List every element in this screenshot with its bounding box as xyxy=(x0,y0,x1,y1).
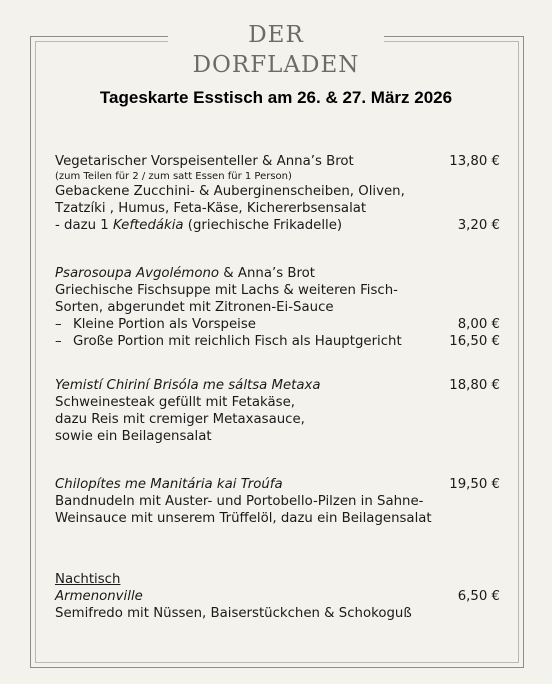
dish-name: Chilopítes me Manitária kai Troúfa xyxy=(55,477,283,492)
addon-name: Keftedákia xyxy=(112,218,184,233)
addon-suffix: (griechische Frikadelle) xyxy=(183,218,343,233)
dish-description: sowie ein Beilagensalat xyxy=(55,429,212,444)
dish-name: Vegetarischer Vorspeisenteller & Anna’s Brot xyxy=(55,154,354,169)
option-label: Kleine Portion als Vorspeise xyxy=(73,317,256,332)
dish-price: 19,50 € xyxy=(449,477,500,492)
option-dash: – xyxy=(55,317,62,332)
dish-description: Semifredo mit Nüssen, Baiserstückchen & Schokoguß xyxy=(55,606,412,621)
dish-price: 6,50 € xyxy=(457,589,500,604)
option-price: 16,50 € xyxy=(449,334,500,349)
menu-item-chilopites xyxy=(55,476,500,527)
menu-item-dessert xyxy=(55,571,500,622)
dish-description: Griechische Fischsuppe mit Lachs & weiteren Fisch- xyxy=(55,283,398,298)
addon-prefix: - dazu 1 xyxy=(55,218,113,233)
dish-name: Armenonville xyxy=(55,589,143,604)
option-price: 8,00 € xyxy=(457,317,500,332)
dish-description: Weinsauce mit unserem Trüffelöl, dazu ein Beilagensalat xyxy=(55,511,432,526)
dish-description: Sorten, abgerundet mit Zitronen-Ei-Sauce xyxy=(55,300,334,315)
section-heading: Nachtisch xyxy=(55,572,121,587)
dish-description: Schweinesteak gefüllt mit Fetakäse, xyxy=(55,395,295,410)
dish-price: 18,80 € xyxy=(449,378,500,393)
dish-addon xyxy=(55,217,500,234)
dish-note: (zum Teilen für 2 / zum satt Essen für 1 Person) xyxy=(55,171,292,182)
portion-option xyxy=(55,316,500,333)
menu-item-psarosoupa xyxy=(55,265,500,350)
menu-item-vorspeisenteller xyxy=(55,153,500,234)
dish-name: Yemistí Chiriní Brisóla me sáltsa Metaxa xyxy=(55,378,321,393)
dish-price: 13,80 € xyxy=(449,154,500,169)
dish-name: Psarosoupa Avgolémono xyxy=(55,266,220,281)
option-label: Große Portion mit reichlich Fisch als Hauptgericht xyxy=(73,334,402,349)
addon-price: 3,20 € xyxy=(457,218,500,233)
dish-name-rest: & Anna’s Brot xyxy=(219,266,316,281)
menu-frame-inner xyxy=(35,41,519,663)
option-dash: – xyxy=(55,334,62,349)
menu-item-brisola xyxy=(55,377,500,445)
portion-option xyxy=(55,333,500,350)
dish-description: Bandnudeln mit Auster- und Portobello-Pilzen in Sahne- xyxy=(55,494,424,509)
page-title: Tageskarte Esstisch am 26. & 27. März 2026 xyxy=(99,88,453,107)
dish-description: Tzatzíki , Humus, Feta-Käse, Kichererbsensalat xyxy=(55,201,367,216)
dish-description: Gebackene Zucchini- & Auberginenscheiben, Oliven, xyxy=(55,184,405,199)
dorfladen-logo: DER DORFLADEN xyxy=(168,20,384,50)
dish-description: dazu Reis mit cremiger Metaxasauce, xyxy=(55,412,305,427)
